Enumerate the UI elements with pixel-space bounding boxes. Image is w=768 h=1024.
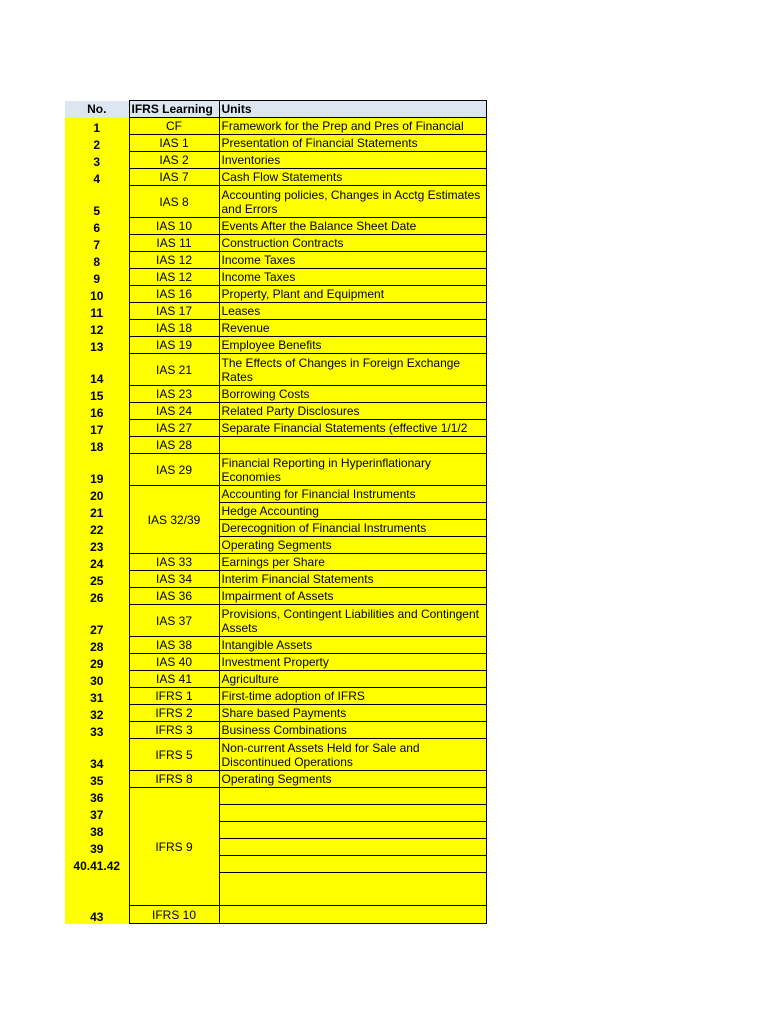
row-number[interactable]: 10 [65, 286, 129, 303]
row-number[interactable]: 36 [65, 788, 129, 805]
unit-cell[interactable]: Property, Plant and Equipment [219, 286, 486, 303]
unit-cell[interactable]: The Effects of Changes in Foreign Exchange Rates [219, 354, 486, 386]
unit-cell[interactable]: Income Taxes [219, 252, 486, 269]
table-row [65, 722, 486, 739]
unit-cell[interactable]: Impairment of Assets [219, 588, 486, 605]
unit-cell[interactable]: Investment Property [219, 654, 486, 671]
standard-cell[interactable]: IAS 38 [129, 637, 219, 654]
unit-cell[interactable] [219, 839, 486, 856]
row-number[interactable]: 2 [65, 135, 129, 152]
row-number[interactable]: 25 [65, 571, 129, 588]
unit-cell[interactable] [219, 856, 486, 873]
table-row [65, 856, 486, 873]
unit-cell[interactable]: Earnings per Share [219, 554, 486, 571]
standard-cell[interactable]: IAS 12 [129, 269, 219, 286]
row-number[interactable]: 17 [65, 420, 129, 437]
standard-cell[interactable]: IAS 12 [129, 252, 219, 269]
unit-cell[interactable] [219, 805, 486, 822]
standard-cell[interactable]: IAS 16 [129, 286, 219, 303]
table-row [65, 873, 486, 906]
row-number[interactable]: 38 [65, 822, 129, 839]
header-row [65, 101, 486, 118]
row-number[interactable]: 3 [65, 152, 129, 169]
row-number[interactable]: 37 [65, 805, 129, 822]
table-row [65, 554, 486, 571]
row-number[interactable]: 1 [65, 118, 129, 135]
table-row [65, 654, 486, 671]
row-number[interactable]: 14 [65, 354, 129, 386]
standard-cell[interactable]: IAS 36 [129, 588, 219, 605]
standard-cell[interactable]: IAS 7 [129, 169, 219, 186]
table-row [65, 520, 486, 537]
table-row [65, 839, 486, 856]
table-row [65, 118, 486, 135]
row-number[interactable] [65, 873, 129, 906]
unit-cell[interactable]: Agriculture [219, 671, 486, 688]
standard-cell[interactable]: IFRS 8 [129, 771, 219, 788]
table-row [65, 739, 486, 771]
standard-cell[interactable]: IFRS 3 [129, 722, 219, 739]
standard-cell-merged[interactable]: IAS 32/39 [129, 486, 219, 554]
row-number[interactable]: 9 [65, 269, 129, 286]
table-row [65, 588, 486, 605]
header-units[interactable]: Units [219, 101, 486, 118]
unit-cell[interactable]: Business Combinations [219, 722, 486, 739]
unit-cell[interactable]: Inventories [219, 152, 486, 169]
row-number[interactable]: 4 [65, 169, 129, 186]
unit-cell[interactable]: First-time adoption of IFRS [219, 688, 486, 705]
table-row [65, 269, 486, 286]
table-row [65, 437, 486, 454]
table-row [65, 486, 486, 503]
table-row [65, 454, 486, 486]
standard-cell-merged[interactable]: IFRS 9 [129, 788, 219, 906]
standard-cell[interactable]: IAS 11 [129, 235, 219, 252]
table-row [65, 571, 486, 588]
row-number[interactable]: 22 [65, 520, 129, 537]
table-row [65, 420, 486, 437]
unit-cell[interactable]: Operating Segments [219, 771, 486, 788]
unit-cell[interactable]: Financial Reporting in Hyperinflationary Economies [219, 454, 486, 486]
unit-cell[interactable]: Hedge Accounting [219, 503, 486, 520]
unit-cell[interactable]: Provisions, Contingent Liabilities and Contingent Assets [219, 605, 486, 637]
unit-cell[interactable]: Employee Benefits [219, 337, 486, 354]
row-number[interactable]: 15 [65, 386, 129, 403]
unit-cell[interactable]: Events After the Balance Sheet Date [219, 218, 486, 235]
unit-cell[interactable] [219, 873, 486, 906]
row-number[interactable]: 43 [65, 906, 129, 924]
standard-cell[interactable]: IFRS 5 [129, 739, 219, 771]
standard-cell[interactable]: IAS 27 [129, 420, 219, 437]
standard-cell[interactable]: IFRS 2 [129, 705, 219, 722]
unit-cell[interactable]: Operating Segments [219, 537, 486, 554]
table-row [65, 320, 486, 337]
table-row [65, 906, 486, 924]
standard-cell[interactable]: IAS 18 [129, 320, 219, 337]
row-number[interactable]: 18 [65, 437, 129, 454]
standard-cell[interactable]: IAS 17 [129, 303, 219, 320]
unit-cell[interactable] [219, 822, 486, 839]
row-number[interactable]: 26 [65, 588, 129, 605]
table-row [65, 337, 486, 354]
unit-cell[interactable]: Income Taxes [219, 269, 486, 286]
header-ifrs-learning[interactable]: IFRS Learning [129, 101, 219, 118]
row-number[interactable]: 34 [65, 739, 129, 771]
table-row [65, 135, 486, 152]
standard-cell[interactable]: IAS 37 [129, 605, 219, 637]
unit-cell[interactable] [219, 788, 486, 805]
table-row [65, 605, 486, 637]
table-row [65, 537, 486, 554]
unit-cell[interactable]: Derecognition of Financial Instruments [219, 520, 486, 537]
table-row [65, 386, 486, 403]
row-number[interactable]: 6 [65, 218, 129, 235]
table-row [65, 705, 486, 722]
unit-cell[interactable] [219, 437, 486, 454]
unit-cell[interactable]: Cash Flow Statements [219, 169, 486, 186]
row-number[interactable]: 35 [65, 771, 129, 788]
table-row [65, 503, 486, 520]
row-number[interactable]: 8 [65, 252, 129, 269]
row-number[interactable]: 40.41.42 [65, 856, 129, 873]
table-row [65, 354, 486, 386]
table-row [65, 671, 486, 688]
row-number[interactable]: 20 [65, 486, 129, 503]
standard-cell[interactable]: IAS 24 [129, 403, 219, 420]
unit-cell[interactable]: Interim Financial Statements [219, 571, 486, 588]
row-number[interactable]: 13 [65, 337, 129, 354]
unit-cell[interactable]: Intangible Assets [219, 637, 486, 654]
standard-cell[interactable]: IAS 41 [129, 671, 219, 688]
table-row [65, 303, 486, 320]
row-number[interactable]: 21 [65, 503, 129, 520]
row-number[interactable]: 31 [65, 688, 129, 705]
standard-cell[interactable]: IAS 40 [129, 654, 219, 671]
standard-cell[interactable]: IAS 29 [129, 454, 219, 486]
row-number[interactable]: 19 [65, 454, 129, 486]
unit-cell[interactable]: Accounting for Financial Instruments [219, 486, 486, 503]
table-row [65, 822, 486, 839]
standard-cell[interactable]: IAS 23 [129, 386, 219, 403]
standard-cell[interactable]: IAS 10 [129, 218, 219, 235]
table-row [65, 186, 486, 218]
table-row [65, 403, 486, 420]
unit-cell[interactable]: Presentation of Financial Statements [219, 135, 486, 152]
unit-cell[interactable]: Construction Contracts [219, 235, 486, 252]
unit-cell[interactable] [219, 118, 486, 135]
unit-cell[interactable]: Borrowing Costs [219, 386, 486, 403]
row-number[interactable]: 29 [65, 654, 129, 671]
unit-cell[interactable] [219, 906, 486, 924]
unit-text: Framework for the Prep and Pres of Financial [221, 119, 464, 133]
table-row [65, 235, 486, 252]
standard-cell[interactable]: IAS 34 [129, 571, 219, 588]
table-row [65, 771, 486, 788]
header-no[interactable]: No. [65, 101, 129, 118]
standard-cell[interactable]: IFRS 10 [129, 906, 219, 924]
table-row [65, 286, 486, 303]
ifrs-units-table [65, 100, 487, 924]
table-row [65, 805, 486, 822]
unit-text: Separate Financial Statements (effective 1/1/2 [221, 421, 468, 435]
standard-cell[interactable]: IAS 2 [129, 152, 219, 169]
row-number[interactable]: 24 [65, 554, 129, 571]
row-number[interactable]: 28 [65, 637, 129, 654]
row-number[interactable]: 11 [65, 303, 129, 320]
standard-cell[interactable]: IAS 21 [129, 354, 219, 386]
row-number[interactable]: 16 [65, 403, 129, 420]
unit-cell[interactable]: Non-current Assets Held for Sale and Discontinued Operations [219, 739, 486, 771]
standard-cell[interactable]: IFRS 1 [129, 688, 219, 705]
unit-cell[interactable]: Leases [219, 303, 486, 320]
standard-cell[interactable]: IAS 33 [129, 554, 219, 571]
unit-cell[interactable]: Accounting policies, Changes in Acctg Estimates and Errors [219, 186, 486, 218]
table-row [65, 169, 486, 186]
row-number[interactable]: 39 [65, 839, 129, 856]
row-number[interactable]: 12 [65, 320, 129, 337]
standard-cell[interactable]: IAS 19 [129, 337, 219, 354]
unit-cell[interactable]: Related Party Disclosures [219, 403, 486, 420]
table-row [65, 788, 486, 805]
table-row [65, 688, 486, 705]
row-number[interactable]: 32 [65, 705, 129, 722]
row-number[interactable]: 7 [65, 235, 129, 252]
table-row [65, 252, 486, 269]
row-number[interactable]: 23 [65, 537, 129, 554]
standard-cell[interactable]: IAS 28 [129, 437, 219, 454]
standard-cell[interactable]: IAS 1 [129, 135, 219, 152]
row-number[interactable]: 5 [65, 186, 129, 218]
row-number[interactable]: 33 [65, 722, 129, 739]
unit-cell[interactable]: Revenue [219, 320, 486, 337]
row-number[interactable]: 27 [65, 605, 129, 637]
standard-cell[interactable]: IAS 8 [129, 186, 219, 218]
row-number[interactable]: 30 [65, 671, 129, 688]
standard-cell[interactable]: CF [129, 118, 219, 135]
table-row [65, 637, 486, 654]
unit-cell[interactable]: Share based Payments [219, 705, 486, 722]
table-row [65, 218, 486, 235]
table-row [65, 152, 486, 169]
unit-cell[interactable] [219, 420, 486, 437]
